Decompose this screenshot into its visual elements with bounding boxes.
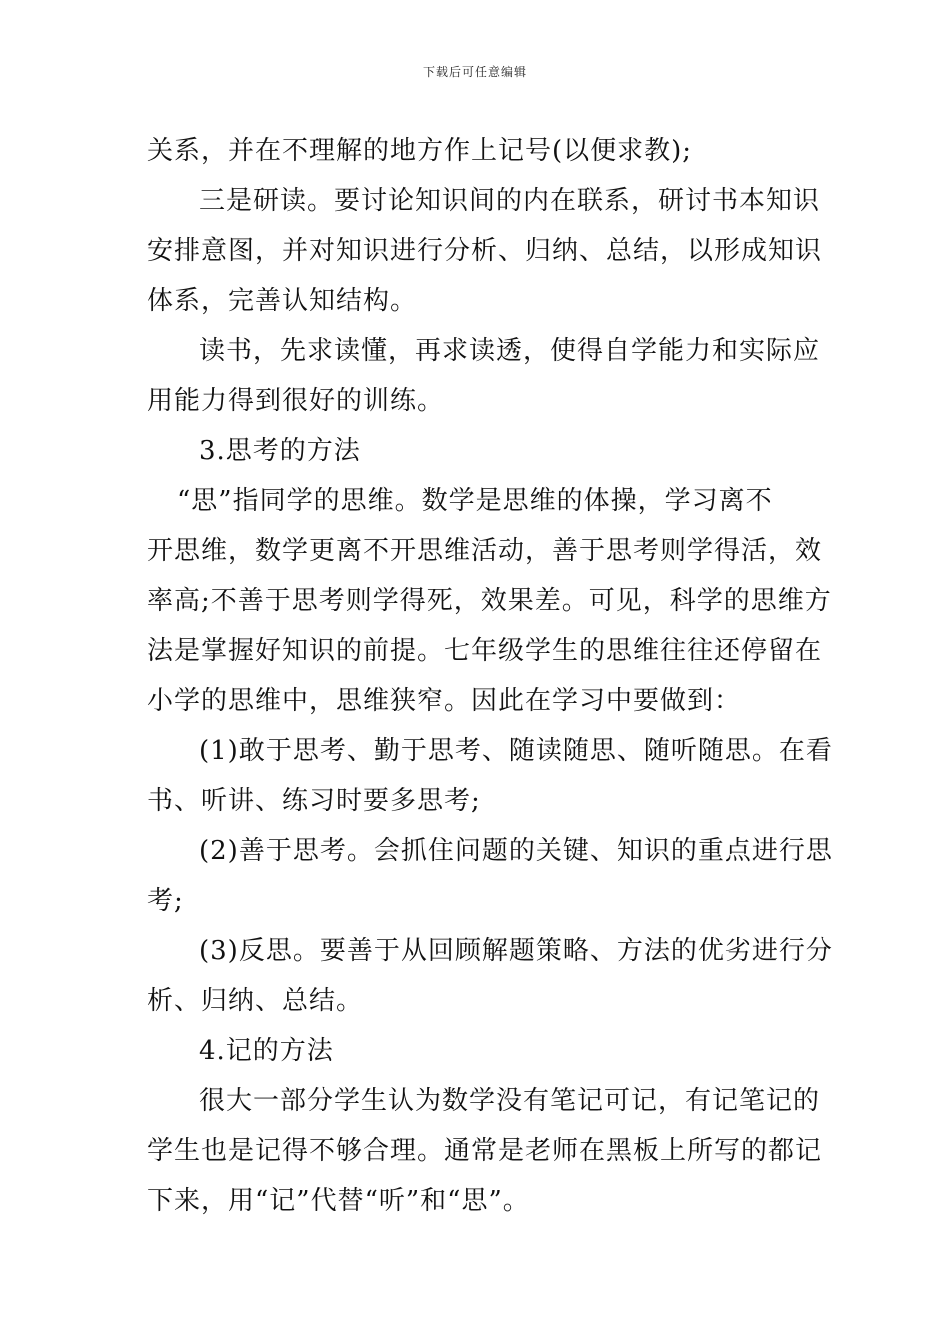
text-line: 法是掌握好知识的前提。七年级学生的思维往往还停留在 [147,636,823,666]
text-line: 书、听讲、练习时要多思考; [147,786,481,816]
text-line: 开思维，数学更离不开思维活动，善于思考则学得活，效 [147,536,823,566]
list-item-line: (3)反思。要善于从回顾解题策略、方法的优劣进行分 [199,936,833,966]
text-line: 三是研读。要讨论知识间的内在联系，研讨书本知识 [199,186,821,216]
text-line: 关系，并在不理解的地方作上记号(以便求教); [147,136,693,166]
section-heading: 3.思考的方法 [199,436,361,466]
text-line: 率高;不善于思考则学得死，效果差。可见，科学的思维方 [147,586,832,616]
section-heading: 4.记的方法 [199,1036,334,1066]
text-line: 下来，用“记”代替“听”和“思”。 [147,1186,530,1216]
text-line: 安排意图，并对知识进行分析、归纳、总结，以形成知识 [147,236,823,266]
text-line: 学生也是记得不够合理。通常是老师在黑板上所写的都记 [147,1136,823,1166]
text-line: 很大一部分学生认为数学没有笔记可记，有记笔记的 [199,1086,821,1116]
list-item-line: (2)善于思考。会抓住问题的关键、知识的重点进行思 [199,836,833,866]
text-line: 析、归纳、总结。 [147,986,364,1016]
text-line: 小学的思维中，思维狭窄。因此在学习中要做到： [147,686,742,716]
list-item-line: (1)敢于思考、勤于思考、随读随思、随听随思。在看 [199,736,833,766]
text-line: 读书，先求读懂，再求读透，使得自学能力和实际应 [199,336,821,366]
document-body [147,126,833,1226]
text-line: “思”指同学的思维。数学是思维的体操，学习离不 [177,486,773,516]
text-line: 考; [147,886,184,916]
page-header: 下载后可任意编辑 [422,65,527,79]
text-line: 用能力得到很好的训练。 [147,386,445,416]
text-line: 体系，完善认知结构。 [147,286,418,316]
